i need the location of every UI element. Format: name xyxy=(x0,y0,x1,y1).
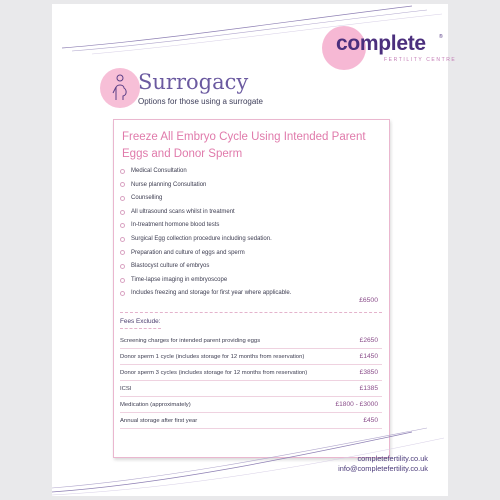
list-item: Includes freezing and storage for first year where applicable. xyxy=(120,287,382,301)
page-title: Surrogacy xyxy=(138,70,249,94)
circle-bullet-icon xyxy=(120,182,125,187)
brand-logo xyxy=(322,26,457,70)
circle-bullet-icon xyxy=(120,169,125,174)
package-price: £6500 xyxy=(359,297,378,304)
fee-label: ICSI xyxy=(120,386,132,392)
fee-label: Donor sperm 3 cycles (includes storage for 12 months from reservation) xyxy=(120,370,308,376)
list-item: In-treatment hormone blood tests xyxy=(120,219,382,233)
logo-registered-mark: ® xyxy=(439,34,443,40)
excluded-fees-table xyxy=(120,333,382,429)
list-item: Time-lapse imaging in embryoscope xyxy=(120,274,382,288)
fee-price: £1385 xyxy=(359,385,378,392)
fees-exclude-heading: Fees Exclude: xyxy=(120,318,161,329)
divider xyxy=(120,312,382,313)
table-row xyxy=(120,397,382,413)
fee-label: Medication (approximately) xyxy=(120,402,191,408)
table-row xyxy=(120,333,382,349)
list-item: Nurse planning Consultation xyxy=(120,179,382,193)
circle-bullet-icon xyxy=(120,210,125,215)
email-link[interactable]: info@completefertility.co.uk xyxy=(338,464,428,473)
circle-bullet-icon xyxy=(120,223,125,228)
list-item: Surgical Egg collection procedure including sedation. xyxy=(120,233,382,247)
fee-label: Screening charges for intended parent providing eggs xyxy=(120,338,261,344)
list-item: Blastocyst culture of embryos xyxy=(120,260,382,274)
circle-bullet-icon xyxy=(120,291,125,296)
circle-bullet-icon xyxy=(120,237,125,242)
page-subtitle: Options for those using a surrogate xyxy=(138,97,263,106)
document-page xyxy=(52,4,457,496)
fee-price: £1800 - £3000 xyxy=(335,401,378,408)
fee-price: £450 xyxy=(363,417,378,424)
circle-bullet-icon xyxy=(120,278,125,283)
contact-info xyxy=(338,454,428,474)
fee-label: Donor sperm 1 cycle (includes storage for 12 months from reservation) xyxy=(120,354,305,360)
pregnant-person-icon xyxy=(100,68,140,108)
circle-bullet-icon xyxy=(120,250,125,255)
list-item: Medical Consultation xyxy=(120,165,382,179)
logo-tagline: FERTILITY CENTRE xyxy=(384,57,457,63)
circle-bullet-icon xyxy=(120,264,125,269)
fee-price: £2650 xyxy=(359,337,378,344)
list-item: Preparation and culture of eggs and sperm xyxy=(120,247,382,261)
card-title: Freeze All Embryo Cycle Using Intended Parent Eggs and Donor Sperm xyxy=(122,131,366,160)
fee-label: Annual storage after first year xyxy=(120,418,198,424)
circle-bullet-icon xyxy=(120,196,125,201)
table-row xyxy=(120,365,382,381)
list-item: Counselling xyxy=(120,192,382,206)
table-row xyxy=(120,413,382,429)
table-row xyxy=(120,349,382,365)
pricing-card xyxy=(113,119,390,458)
list-item: All ultrasound scans whilst in treatment xyxy=(120,206,382,220)
fee-price: £3850 xyxy=(359,369,378,376)
included-items-list xyxy=(120,165,382,301)
table-row xyxy=(120,381,382,397)
website-link[interactable]: completefertility.co.uk xyxy=(357,454,428,463)
logo-wordmark: complete xyxy=(336,32,426,55)
fee-price: £1450 xyxy=(359,353,378,360)
